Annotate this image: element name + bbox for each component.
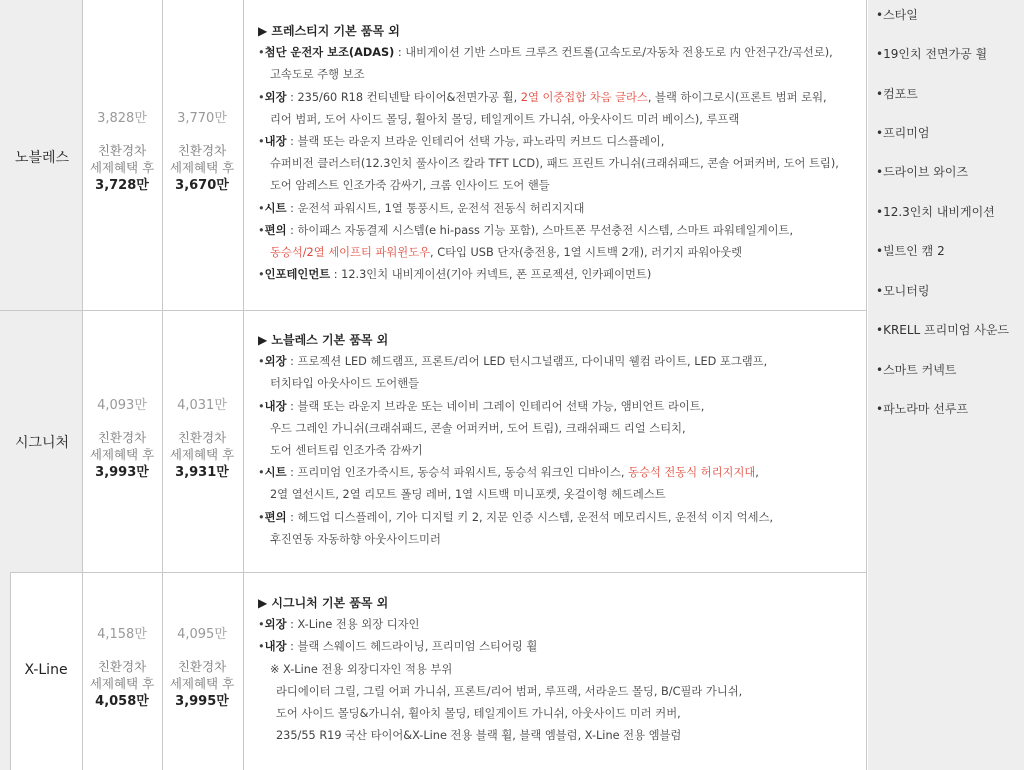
spec-text: : 하이패스 자동결제 시스템(e hi-pass 기능 포함), 스마트폰 무선충전 시스템, 스마트 파워테일게이트, <box>286 223 794 237</box>
grid-line <box>10 572 866 573</box>
price-note: 세제혜택 후 <box>169 447 235 462</box>
spec-text: : 235/60 R18 컨티넨탈 타이어&전면가공 휠, <box>286 90 521 104</box>
price-note: 친환경차 <box>177 659 227 674</box>
spec-text: : 프로젝션 LED 헤드램프, 프론트/리어 LED 턴시그널램프, 다이내믹 웰컴 라이트, LED 포그램프, <box>286 355 768 369</box>
spec-label: 내장 <box>264 135 287 149</box>
bullet: • <box>876 363 884 377</box>
bullet: • <box>258 268 265 282</box>
spec-text: : 헤드업 디스플레이, 기아 디지털 키 2, 지문 인증 시스템, 운전석 메모리시트, 운전석 이지 억세스, <box>286 510 774 524</box>
spec-label: 시트 <box>264 201 287 215</box>
option-label: 스타일 <box>883 8 918 22</box>
trim-name-column-bg <box>0 0 82 572</box>
option-label: 12.3인치 내비게이션 <box>883 205 995 219</box>
spec-label: 내장 <box>264 640 287 654</box>
spec-item <box>258 462 858 484</box>
spec-label: 외장 <box>264 355 287 369</box>
trim-name: X-Line <box>24 662 68 678</box>
price-column-2 <box>162 623 242 712</box>
bullet: • <box>876 284 884 298</box>
bullet: • <box>258 201 265 215</box>
bullet: • <box>258 135 265 149</box>
option-item <box>876 400 968 417</box>
spec-item <box>258 131 858 153</box>
spec-label: 인포테인먼트 <box>264 268 331 282</box>
option-label: 컴포트 <box>883 87 918 101</box>
bullet: • <box>876 323 884 337</box>
bullet: • <box>876 205 884 219</box>
spec-text: : 블랙 스웨이드 헤드라이닝, 프리미엄 스티어링 휠 <box>286 640 538 654</box>
bullet: • <box>876 8 884 22</box>
spec-list <box>258 329 858 551</box>
price-column-1 <box>82 394 162 483</box>
bullet: • <box>258 640 265 654</box>
spec-item <box>258 614 858 636</box>
price-note: 친환경차 <box>97 659 147 674</box>
spec-title: ▶ 시그니처 기본 품목 외 <box>258 596 389 610</box>
spec-text: : 블랙 또는 라운지 브라운 인테리어 선택 가능, 파노라믹 커브드 디스플레이, <box>286 135 665 149</box>
price-final: 3,931만 <box>175 465 229 480</box>
spec-text: : 12.3인치 내비게이션(기아 커넥트, 폰 프로젝션, 인카페이먼트) <box>330 268 652 282</box>
price-note: 친환경차 <box>97 430 147 445</box>
spec-item <box>258 198 858 220</box>
option-item <box>876 282 929 299</box>
option-label: 드라이브 와이즈 <box>883 165 969 179</box>
spec-item <box>258 42 858 64</box>
bullet: • <box>876 165 884 179</box>
grid-line <box>243 0 244 770</box>
spec-title: ▶ 프레스티지 기본 품목 외 <box>258 24 400 38</box>
price-final: 3,995만 <box>175 694 229 709</box>
bullet: • <box>258 510 265 524</box>
spec-item <box>258 264 858 286</box>
option-label: KRELL 프리미엄 사운드 <box>883 323 1010 337</box>
price-note: 친환경차 <box>177 430 227 445</box>
price-note: 세제혜택 후 <box>89 447 155 462</box>
spec-highlight: 동승석 전동식 허리지지대 <box>628 466 756 480</box>
price-base: 4,095만 <box>177 627 227 642</box>
bullet: • <box>876 47 884 61</box>
option-label: 19인치 전면가공 휠 <box>883 47 988 61</box>
grid-line <box>0 310 866 311</box>
option-label: 모니터링 <box>883 284 930 298</box>
price-base: 4,031만 <box>177 398 227 413</box>
spec-cont: 도어 암레스트 인조가죽 감싸기, 크롬 인사이드 도어 핸들 <box>270 179 550 193</box>
spec-item <box>258 351 858 373</box>
price-base: 4,093만 <box>97 398 147 413</box>
option-label: 빌트인 캠 2 <box>883 244 945 258</box>
spec-cont: 라디에이터 그릴, 그릴 어퍼 가니쉬, 프론트/리어 범퍼, 루프랙, 서라운드 몰딩, B/C필라 가니쉬, <box>276 684 743 698</box>
price-final: 4,058만 <box>95 694 149 709</box>
option-item <box>876 203 995 220</box>
spec-item <box>258 87 858 109</box>
trim-name: 시그니처 <box>14 435 70 451</box>
price-final: 3,670만 <box>175 178 229 193</box>
spec-item <box>258 396 858 418</box>
price-column-2 <box>162 107 242 196</box>
spec-cont: 우드 그레인 가니쉬(크래쉬패드, 콘솔 어퍼커버, 도어 트림), 크래쉬패드 리얼 스티치, <box>270 421 686 435</box>
spec-label: 외장 <box>264 618 287 632</box>
bullet: • <box>876 402 884 416</box>
bullet: • <box>258 399 265 413</box>
spec-cont: 후진연동 자동하향 아웃사이드미러 <box>270 532 441 546</box>
price-column-2 <box>162 394 242 483</box>
spec-note: ※ X-Line 전용 외장디자인 적용 부위 <box>270 662 453 676</box>
price-base: 3,828만 <box>97 111 147 126</box>
spec-text: , 블랙 하이그로시(프론트 범퍼 로워, <box>647 90 827 104</box>
bullet: • <box>258 46 265 60</box>
option-item <box>876 163 968 180</box>
spec-text: : 프리미엄 인조가죽시트, 동승석 파워시트, 동승석 워크인 디바이스, <box>286 466 629 480</box>
price-note: 세제혜택 후 <box>89 676 155 691</box>
bullet: • <box>258 618 265 632</box>
spec-cont: 235/55 R19 국산 타이어&X-Line 전용 블랙 휠, 블랙 엠블럼, X-Line 전용 엠블럼 <box>276 729 682 743</box>
spec-item <box>258 636 858 658</box>
bullet: • <box>876 87 884 101</box>
option-item <box>876 124 929 141</box>
price-note: 세제혜택 후 <box>169 676 235 691</box>
bullet: • <box>258 355 265 369</box>
spec-cont: 2열 열선시트, 2열 리모트 폴딩 레버, 1열 시트백 미니포켓, 옷걸이형 헤드레스트 <box>270 488 666 502</box>
price-final: 3,993만 <box>95 465 149 480</box>
spec-label: 시트 <box>264 466 287 480</box>
spec-text: : X-Line 전용 외장 디자인 <box>286 618 420 632</box>
spec-label: 첨단 운전자 보조(ADAS) <box>264 46 395 60</box>
spec-cont: 도어 사이드 몰딩&가니쉬, 휠아치 몰딩, 테일게이트 가니쉬, 아웃사이드 미러 커버, <box>276 707 681 721</box>
bullet: • <box>876 244 884 258</box>
price-column-1 <box>82 623 162 712</box>
spec-text: : 블랙 또는 라운지 브라운 또는 네이비 그레이 인테리어 선택 가능, 앰비언트 라이트, <box>286 399 705 413</box>
spec-item <box>258 220 858 242</box>
option-item <box>876 45 987 62</box>
spec-text: , C타입 USB 단자(충전용, 1열 시트백 2개), 러기지 파워아웃렛 <box>430 246 743 260</box>
spec-cont: 리어 범퍼, 도어 사이드 몰딩, 휠아치 몰딩, 테일게이트 가니쉬, 아웃사이드 미러 베이스), 루프랙 <box>270 112 740 126</box>
price-base: 3,770만 <box>177 111 227 126</box>
spec-highlight: 동승석/2열 세이프티 파워윈도우 <box>270 246 431 260</box>
spec-text: : 내비게이션 기반 스마트 크루즈 컨트롤(고속도로/자동차 전용도로 内 안전구간/곡선로), <box>394 46 833 60</box>
spec-cont: 터치타입 아웃사이드 도어핸들 <box>270 377 420 391</box>
option-label: 스마트 커넥트 <box>883 363 957 377</box>
price-final: 3,728만 <box>95 178 149 193</box>
option-label: 프리미엄 <box>883 126 930 140</box>
bullet: • <box>258 223 265 237</box>
price-note: 세제혜택 후 <box>169 160 235 175</box>
spec-list <box>258 20 858 286</box>
grid-line <box>866 0 867 770</box>
price-base: 4,158만 <box>97 627 147 642</box>
spec-title: ▶ 노블레스 기본 품목 외 <box>258 333 389 347</box>
option-label: 파노라마 선루프 <box>883 402 969 416</box>
spec-cont: 슈퍼비전 클러스터(12.3인치 풀사이즈 칼라 TFT LCD), 패드 프린트 가니쉬(크래쉬패드, 콘솔 어퍼커버, 도어 트림), <box>270 157 839 171</box>
bullet: • <box>258 466 265 480</box>
option-item <box>876 321 1009 338</box>
option-item <box>876 6 918 23</box>
spec-cont: 고속도로 주행 보조 <box>270 68 365 82</box>
spec-list <box>258 592 858 747</box>
option-item <box>876 85 918 102</box>
spec-label: 편의 <box>264 510 287 524</box>
spec-cont <box>258 242 858 264</box>
spec-item <box>258 507 858 529</box>
trim-name: 노블레스 <box>14 150 70 166</box>
spec-label: 편의 <box>264 223 287 237</box>
spec-label: 외장 <box>264 90 287 104</box>
spec-cont: 도어 센터트림 인조가죽 감싸기 <box>270 444 423 458</box>
price-note: 친환경차 <box>97 143 147 158</box>
spec-text: , <box>755 466 759 480</box>
price-note: 친환경차 <box>177 143 227 158</box>
spec-highlight: 2열 이중접합 차음 글라스 <box>520 90 648 104</box>
option-item <box>876 361 956 378</box>
price-note: 세제혜택 후 <box>89 160 155 175</box>
spec-text: : 운전석 파워시트, 1열 통풍시트, 운전석 전동식 허리지지대 <box>286 201 585 215</box>
option-list <box>868 0 1024 770</box>
spec-label: 내장 <box>264 399 287 413</box>
option-item <box>876 242 945 259</box>
bullet: • <box>876 126 884 140</box>
bullet: • <box>258 90 265 104</box>
price-column-1 <box>82 107 162 196</box>
